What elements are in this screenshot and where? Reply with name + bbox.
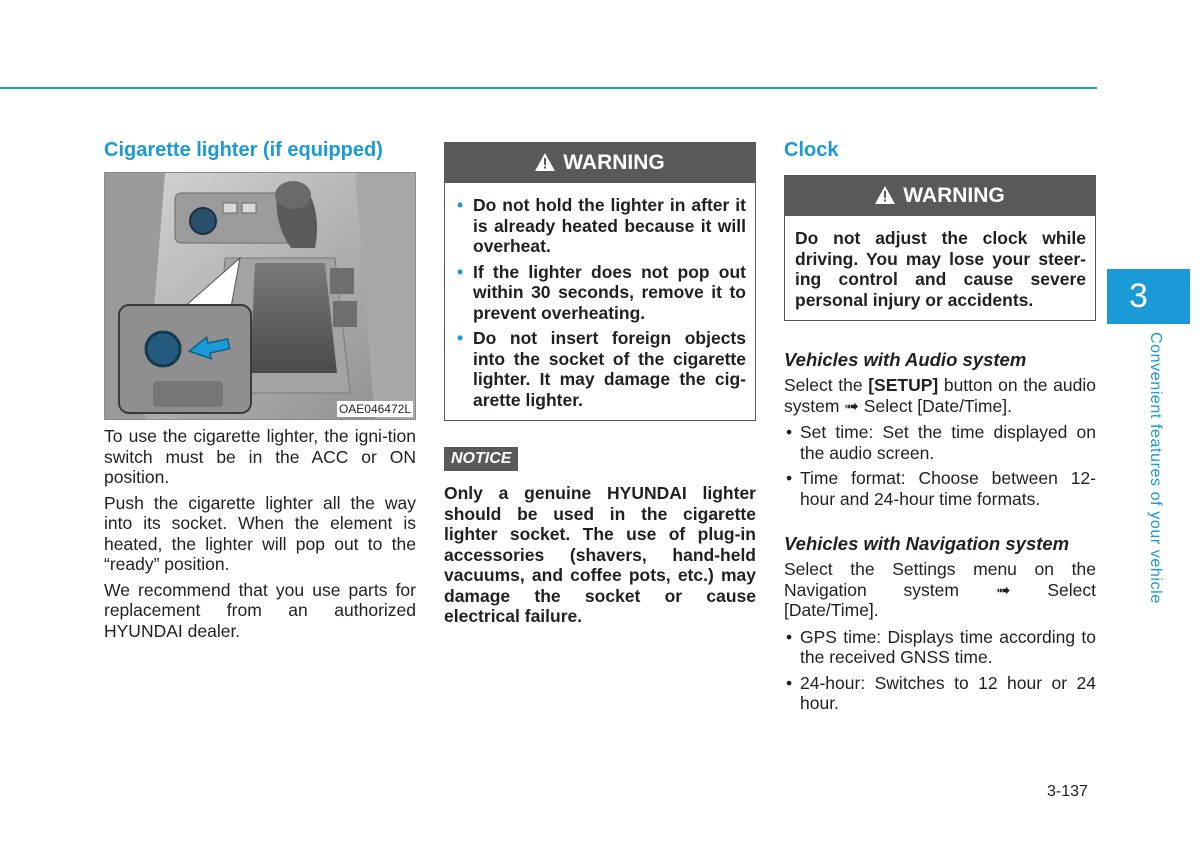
- warning-triangle-icon: [875, 178, 895, 218]
- chapter-number: 3: [1129, 277, 1148, 315]
- navigation-heading: Vehicles with Navigation system: [784, 533, 1070, 554]
- notice-text: Only a genuine HYUNDAI lighter should be used in the cigarette lighter socket. The use of plug-in accessories (shavers, hand-held vacuums, and coffee pots, etc.) may damage the socket or cause electrical failure.: [444, 483, 756, 626]
- setup-button-label: [SETUP]: [868, 375, 939, 395]
- page-number: 3-137: [1047, 783, 1088, 800]
- middle-column: [444, 142, 756, 627]
- right-column: [784, 138, 1096, 719]
- warning-item: • If the lighter does not pop out within 30 seconds, remove it to prevent overheating.: [457, 261, 746, 323]
- list-item: • Time format: Choose between 12-hour and 24-hour time formats.: [786, 468, 1096, 509]
- bullet-icon: •: [457, 261, 464, 282]
- clock-title: Clock: [784, 139, 839, 161]
- warning-header: [785, 176, 1095, 216]
- audio-heading: Vehicles with Audio system: [784, 349, 1027, 370]
- warning-title: WARNING: [903, 184, 1005, 207]
- console-illustration: [105, 173, 416, 420]
- list-item: • Set time: Set the time displayed on the audio screen.: [786, 422, 1096, 463]
- warning-body: [445, 183, 755, 420]
- audio-list: [784, 422, 1096, 509]
- bullet-icon: •: [457, 195, 464, 215]
- top-rule: [0, 87, 1097, 89]
- warning-triangle-icon: [535, 145, 555, 185]
- list-item: • GPS time: Displays time according to the received GNSS time.: [786, 626, 1096, 667]
- bullet-icon: •: [457, 328, 464, 348]
- warning-title: WARNING: [563, 151, 665, 174]
- image-code: OAE046472L: [338, 402, 411, 416]
- audio-intro: Select the [SETUP] button on the audio system ➟ Select [Date/Time].: [784, 375, 1096, 416]
- warning-item: • Do not hold the lighter in after it is already heated because it will overheat.: [457, 195, 746, 256]
- clock-warning-text: Do not adjust the clock while driving. You may lose your steer-ing control and cause severe personal injury or accidents.: [795, 228, 1086, 310]
- warning-box: [444, 142, 756, 421]
- body-paragraph: To use the cigarette lighter, the igni-tion switch must be in the ACC or ON position.: [104, 426, 416, 487]
- cigarette-lighter-title: Cigarette lighter (if equipped): [104, 139, 383, 161]
- clock-warning-box: [784, 175, 1096, 321]
- warning-item: • Do not insert foreign objects into the socket of the cigarette lighter. It may damage the cig-arette lighter.: [457, 328, 746, 410]
- chapter-side-title: Convenient features of your vehicle: [1147, 332, 1164, 604]
- navigation-list: [784, 627, 1096, 714]
- notice-label: NOTICE: [444, 447, 518, 471]
- cigarette-lighter-photo: [104, 172, 416, 420]
- navigation-intro: Select the Settings menu on the Navigation system ➟ Select [Date/Time].: [784, 559, 1096, 620]
- list-item: • 24-hour: Switches to 12 hour or 24 hour.: [786, 672, 1096, 713]
- body-paragraph: Push the cigarette lighter all the way into its socket. When the element is heated, the lighter will pop out to the “ready” position.: [104, 492, 416, 574]
- chapter-tab: [1107, 269, 1190, 324]
- body-paragraph: We recommend that you use parts for replacement from an authorized HYUNDAI dealer.: [104, 579, 416, 641]
- left-column: [104, 138, 416, 646]
- warning-header: [445, 143, 755, 183]
